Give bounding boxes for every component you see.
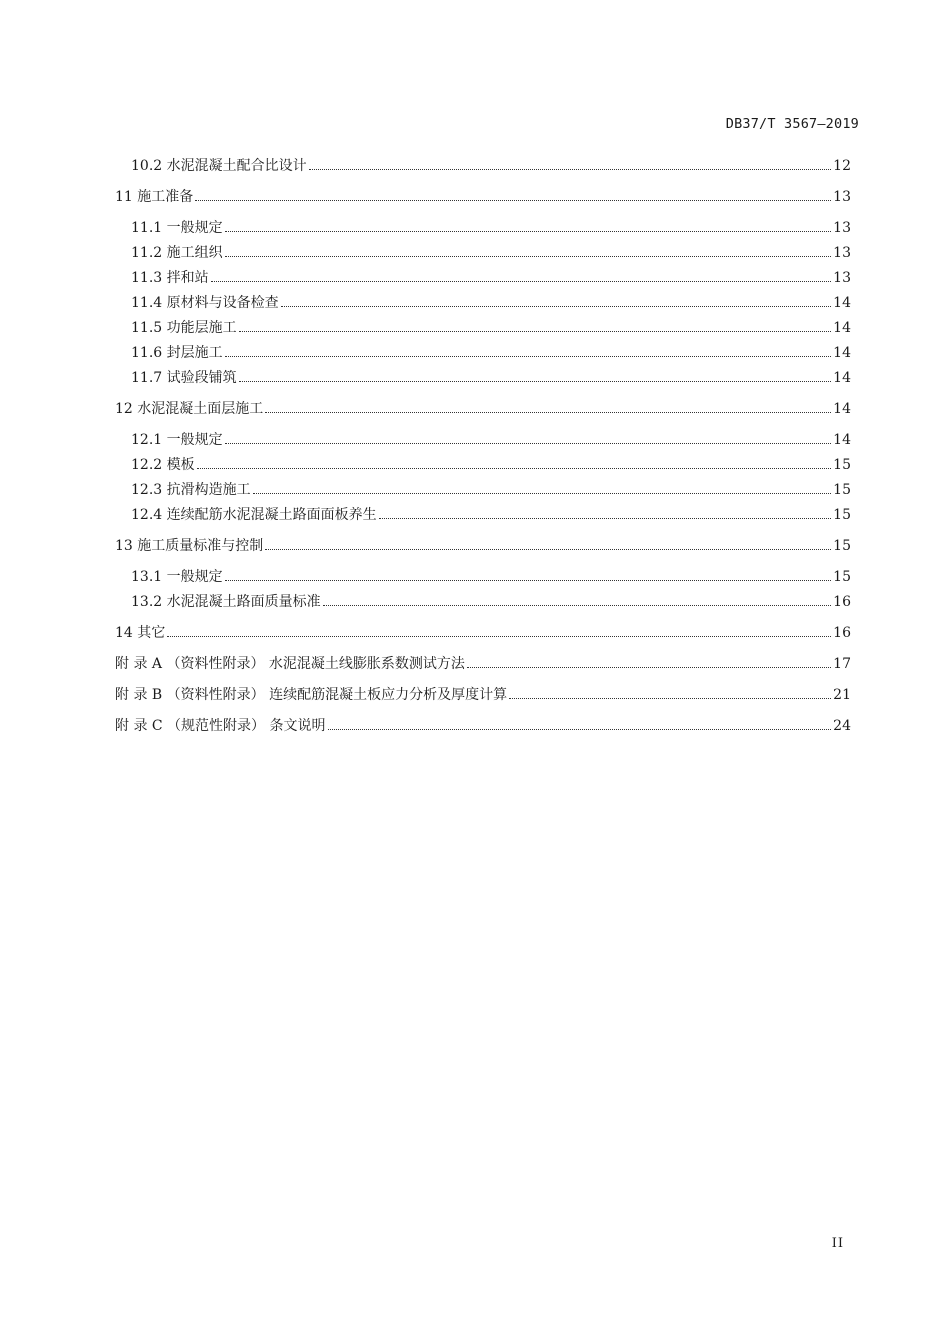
- toc-leader-dots: [253, 493, 832, 494]
- toc-entry-appendix-c[interactable]: [115, 716, 851, 736]
- toc-entry-label: 13 施工质量标准与控制: [115, 538, 264, 554]
- toc-leader-dots: [195, 200, 831, 201]
- toc-entry-11-3[interactable]: [131, 268, 851, 288]
- toc-entry-page: 21: [833, 687, 851, 703]
- toc-entry-label: 11.2 施工组织: [131, 245, 223, 261]
- toc-entry-label: 11.5 功能层施工: [131, 320, 237, 336]
- toc-entry-page: 14: [833, 370, 851, 386]
- toc-leader-dots: [379, 518, 832, 519]
- toc-entry-label: 11.6 封层施工: [131, 345, 223, 361]
- toc-entry-label: 11 施工准备: [115, 189, 194, 205]
- toc-entry-11-1[interactable]: [131, 218, 851, 238]
- toc-entry-label: 13.1 一般规定: [131, 569, 223, 585]
- document-code: DB37/T 3567—2019: [725, 116, 859, 132]
- toc-entry-page: 13: [833, 245, 851, 261]
- toc-entry-appendix-a[interactable]: [115, 654, 851, 674]
- toc-entry-page: 13: [833, 189, 851, 205]
- toc-leader-dots: [509, 698, 831, 699]
- toc-entry-13-1[interactable]: [131, 567, 851, 587]
- toc-entry-11-4[interactable]: [131, 293, 851, 313]
- toc-leader-dots: [323, 605, 832, 606]
- toc-entry-page: 24: [833, 718, 851, 734]
- toc-entry-12[interactable]: [115, 399, 851, 419]
- toc-entry-10-2[interactable]: [131, 156, 851, 176]
- toc-leader-dots: [328, 729, 832, 730]
- toc-entry-page: 14: [833, 345, 851, 361]
- toc-leader-dots: [225, 231, 832, 232]
- toc-entry-label: 11.7 试验段铺筑: [131, 370, 237, 386]
- toc-entry-12-4[interactable]: [131, 505, 851, 525]
- toc-entry-page: 15: [833, 457, 851, 473]
- toc-entry-13-2[interactable]: [131, 592, 851, 612]
- toc-entry-page: 14: [833, 401, 851, 417]
- toc-entry-label: 附 录 C （规范性附录） 条文说明: [115, 718, 326, 734]
- toc-entry-page: 15: [833, 507, 851, 523]
- toc-leader-dots: [167, 636, 831, 637]
- toc-entry-page: 12: [833, 158, 851, 174]
- toc-entry-page: 16: [833, 594, 851, 610]
- toc-entry-label: 12.4 连续配筋水泥混凝土路面面板养生: [131, 507, 377, 523]
- toc-entry-label: 附 录 B （资料性附录） 连续配筋混凝土板应力分析及厚度计算: [115, 687, 508, 703]
- toc-entry-page: 13: [833, 220, 851, 236]
- toc-entry-12-2[interactable]: [131, 455, 851, 475]
- toc-entry-page: 14: [833, 320, 851, 336]
- toc-entry-page: 14: [833, 432, 851, 448]
- toc-entry-14[interactable]: [115, 623, 851, 643]
- toc-leader-dots: [281, 306, 832, 307]
- toc-entry-label: 12 水泥混凝土面层施工: [115, 401, 264, 417]
- toc-entry-page: 15: [833, 569, 851, 585]
- toc-entry-page: 13: [833, 270, 851, 286]
- toc-entry-label: 12.2 模板: [131, 457, 195, 473]
- toc-entry-label: 附 录 A （资料性附录） 水泥混凝土线膨胀系数测试方法: [115, 656, 465, 672]
- toc-leader-dots: [211, 281, 832, 282]
- toc-entry-11-2[interactable]: [131, 243, 851, 263]
- toc-entry-page: 15: [833, 482, 851, 498]
- toc-leader-dots: [265, 412, 831, 413]
- toc-entry-label: 11.4 原材料与设备检查: [131, 295, 279, 311]
- toc-entry-11-5[interactable]: [131, 318, 851, 338]
- toc-leader-dots: [309, 169, 832, 170]
- toc-leader-dots: [239, 331, 832, 332]
- toc-entry-page: 17: [833, 656, 851, 672]
- toc-entry-label: 14 其它: [115, 625, 166, 641]
- toc-entry-11[interactable]: [115, 187, 851, 207]
- toc-entry-label: 10.2 水泥混凝土配合比设计: [131, 158, 307, 174]
- toc-entry-page: 16: [833, 625, 851, 641]
- toc-leader-dots: [225, 356, 832, 357]
- toc-leader-dots: [225, 256, 832, 257]
- toc-leader-dots: [239, 381, 832, 382]
- toc-leader-dots: [197, 468, 832, 469]
- toc-entry-appendix-b[interactable]: [115, 685, 851, 705]
- toc-leader-dots: [467, 667, 831, 668]
- toc-entry-page: 15: [833, 538, 851, 554]
- toc-leader-dots: [225, 580, 832, 581]
- toc-entry-label: 12.3 抗滑构造施工: [131, 482, 251, 498]
- toc-leader-dots: [225, 443, 832, 444]
- toc-entry-12-3[interactable]: [131, 480, 851, 500]
- toc-leader-dots: [265, 549, 831, 550]
- toc-entry-label: 12.1 一般规定: [131, 432, 223, 448]
- toc-entry-12-1[interactable]: [131, 430, 851, 450]
- toc-entry-label: 11.1 一般规定: [131, 220, 223, 236]
- toc-entry-11-7[interactable]: [131, 368, 851, 388]
- toc-entry-13[interactable]: [115, 536, 851, 556]
- page-number: II: [831, 1236, 844, 1251]
- toc-entry-label: 13.2 水泥混凝土路面质量标准: [131, 594, 321, 610]
- toc-entry-page: 14: [833, 295, 851, 311]
- toc-entry-11-6[interactable]: [131, 343, 851, 363]
- toc-entry-label: 11.3 拌和站: [131, 270, 209, 286]
